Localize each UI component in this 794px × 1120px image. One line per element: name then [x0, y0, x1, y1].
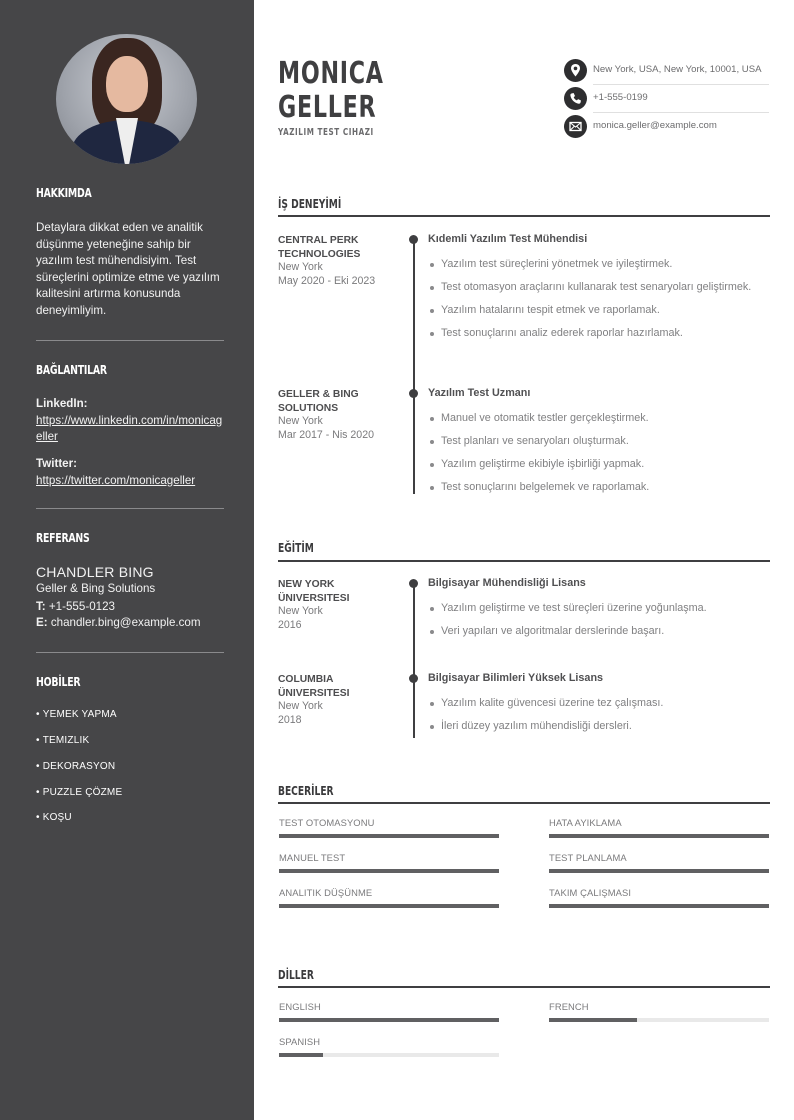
email-text[interactable]: monica.geller@example.com: [593, 120, 717, 131]
skill-level-fill: [279, 869, 499, 873]
job-dates: Mar 2017 - Nis 2020: [278, 428, 374, 441]
mail-icon: [564, 115, 587, 138]
reference-email: chandler.bing@example.com: [50, 616, 201, 629]
language-level-fill: [279, 1018, 499, 1022]
job-bullets: [428, 411, 768, 503]
address-text: New York, USA, New York, 10001, USA: [593, 64, 762, 75]
reference-email-row: [36, 615, 226, 632]
bullet-item: Yazılım test süreçlerini yönetmek ve iyileştirmek.: [428, 257, 768, 272]
phone-icon: [564, 87, 587, 110]
timeline-dot: [409, 579, 418, 588]
skill-level-bar: [279, 869, 499, 873]
links-heading: BAĞLANTILAR: [36, 363, 107, 377]
reference-phone-label: T:: [36, 600, 46, 613]
skill-name: HATA AYIKLAMA: [549, 817, 622, 828]
hobby-item: • KOŞU: [36, 812, 72, 823]
skill-item: [549, 887, 769, 908]
company-name: GELLER & BING SOLUTIONS: [278, 389, 359, 414]
section-rule: [278, 802, 770, 804]
experience-org: [278, 388, 398, 442]
divider: [593, 112, 769, 113]
first-name: MONICA: [278, 56, 384, 91]
linkedin-block: [36, 396, 226, 446]
company-name: CENTRAL PERK TECHNOLOGIES: [278, 235, 361, 260]
hobby-item: • TEMIZLIK: [36, 735, 89, 746]
degree-name: Bilgisayar Bilimleri Yüksek Lisans: [428, 672, 604, 684]
job-dates: May 2020 - Eki 2023: [278, 274, 376, 287]
experience-heading: İŞ DENEYİMİ: [278, 197, 342, 211]
skill-item: [279, 817, 499, 838]
hobby-item: • DEKORASYON: [36, 761, 115, 772]
language-level-fill: [549, 1018, 637, 1022]
skill-level-fill: [279, 904, 499, 908]
graduation-year: 2018: [278, 713, 302, 726]
skill-level-fill: [549, 904, 769, 908]
twitter-label: Twitter:: [36, 457, 78, 470]
job-role: Kıdemli Yazılım Test Mühendisi: [428, 233, 588, 245]
timeline-dot: [409, 235, 418, 244]
experience-timeline: [413, 240, 415, 494]
skill-item: [279, 887, 499, 908]
bullet-item: Veri yapıları ve algoritmalar derslerinde başarı.: [428, 624, 768, 639]
education-org: [278, 673, 398, 727]
skill-name: MANUEL TEST: [279, 852, 346, 863]
contact-address: [564, 58, 770, 84]
language-level-bar: [549, 1018, 769, 1022]
divider: [593, 84, 769, 85]
graduation-year: 2016: [278, 618, 302, 631]
degree-bullets: [428, 696, 768, 742]
about-heading: HAKKIMDA: [36, 186, 92, 200]
skill-level-bar: [549, 834, 769, 838]
reference-email-label: E:: [36, 616, 48, 629]
language-level-fill: [279, 1053, 323, 1057]
skill-level-bar: [549, 869, 769, 873]
skill-name: ANALITIK DÜŞÜNME: [279, 887, 373, 898]
skill-level-bar: [279, 834, 499, 838]
skill-level-fill: [279, 834, 499, 838]
language-item: [549, 1001, 769, 1022]
company-location: New York: [278, 415, 323, 427]
skill-item: [549, 852, 769, 873]
job-role: Yazılım Test Uzmanı: [428, 387, 531, 399]
language-item: [279, 1036, 499, 1057]
skill-item: [549, 817, 769, 838]
profile-photo: [56, 34, 197, 164]
last-name: GELLER: [278, 90, 377, 125]
reference-company: Geller & Bing Solutions: [36, 582, 156, 595]
languages-heading: DİLLER: [278, 968, 314, 982]
skill-level-bar: [279, 904, 499, 908]
hobby-item: • YEMEK YAPMA: [36, 709, 117, 720]
linkedin-link[interactable]: https://www.linkedin.com/in/monicageller: [36, 413, 223, 444]
education-heading: EĞİTİM: [278, 541, 314, 555]
experience-org: [278, 234, 398, 288]
bullet-item: Test planları ve senaryoları oluşturmak.: [428, 434, 768, 449]
job-bullets: [428, 257, 768, 349]
bullet-item: Yazılım geliştirme ve test süreçleri üzerine yoğunlaşma.: [428, 601, 768, 616]
skill-level-fill: [549, 834, 769, 838]
language-level-bar: [279, 1053, 499, 1057]
bullet-item: Test otomasyon araçlarını kullanarak test senaryoları geliştirmek.: [428, 280, 768, 295]
job-title: YAZILIM TEST CIHAZI: [278, 127, 374, 138]
reference-name: CHANDLER BING: [36, 564, 154, 580]
degree-bullets: [428, 601, 768, 647]
contact-email: [564, 114, 770, 140]
hobbies-heading: HOBİLER: [36, 675, 81, 689]
bullet-item: Manuel ve otomatik testler gerçekleştirmek.: [428, 411, 768, 426]
section-rule: [278, 215, 770, 217]
education-timeline: [413, 584, 415, 738]
sidebar: [0, 0, 254, 1120]
about-text: Detaylara dikkat eden ve analitik düşünme yeteneğine sahip bir yazılım test mühendisiyim. Test süreçlerini optimize etme ve yazılım kalitesini artırma konusunda deneyimliyim.: [36, 221, 220, 317]
hobby-item: • PUZZLE ÇÖZME: [36, 787, 122, 798]
skill-name: TAKIM ÇALIŞMASI: [549, 887, 632, 898]
bullet-item: Test sonuçlarını analiz ederek raporlar hazırlamak.: [428, 326, 768, 341]
timeline-dot: [409, 389, 418, 398]
degree-name: Bilgisayar Mühendisliği Lisans: [428, 577, 586, 589]
skill-level-bar: [549, 904, 769, 908]
bullet-item: Yazılım geliştirme ekibiyle işbirliği yapmak.: [428, 457, 768, 472]
reference-phone: +1-555-0123: [48, 600, 115, 613]
divider: [36, 508, 224, 509]
section-rule: [278, 986, 770, 988]
contact-phone: [564, 86, 770, 112]
language-name: ENGLISH: [279, 1001, 321, 1012]
school-location: New York: [278, 700, 323, 712]
company-location: New York: [278, 261, 323, 273]
skill-name: TEST OTOMASYONU: [279, 817, 375, 828]
language-name: FRENCH: [549, 1001, 589, 1012]
reference-heading: REFERANS: [36, 531, 90, 545]
twitter-link[interactable]: https://twitter.com/monicageller: [36, 473, 196, 487]
section-rule: [278, 560, 770, 562]
divider: [36, 340, 224, 341]
education-org: [278, 578, 398, 632]
school-name: NEW YORK ÜNIVERSITESI: [278, 579, 350, 604]
linkedin-label: LinkedIn:: [36, 397, 88, 410]
reference-phone-row: [36, 599, 226, 616]
divider: [36, 652, 224, 653]
bullet-item: Yazılım kalite güvencesi üzerine tez çalışması.: [428, 696, 768, 711]
timeline-dot: [409, 674, 418, 683]
photo-face: [106, 56, 148, 112]
skill-item: [279, 852, 499, 873]
bullet-item: Test sonuçlarını belgelemek ve raporlamak.: [428, 480, 768, 495]
phone-text: +1-555-0199: [593, 92, 648, 103]
skill-level-fill: [549, 869, 769, 873]
bullet-item: İleri düzey yazılım mühendisliği dersleri.: [428, 719, 768, 734]
school-name: COLUMBIA ÜNIVERSITESI: [278, 674, 350, 699]
skills-heading: BECERİLER: [278, 784, 334, 798]
language-level-bar: [279, 1018, 499, 1022]
twitter-block: [36, 456, 226, 489]
bullet-item: Yazılım hatalarını tespit etmek ve raporlamak.: [428, 303, 768, 318]
language-item: [279, 1001, 499, 1022]
location-pin-icon: [564, 59, 587, 82]
school-location: New York: [278, 605, 323, 617]
language-name: SPANISH: [279, 1036, 321, 1047]
skill-name: TEST PLANLAMA: [549, 852, 627, 863]
